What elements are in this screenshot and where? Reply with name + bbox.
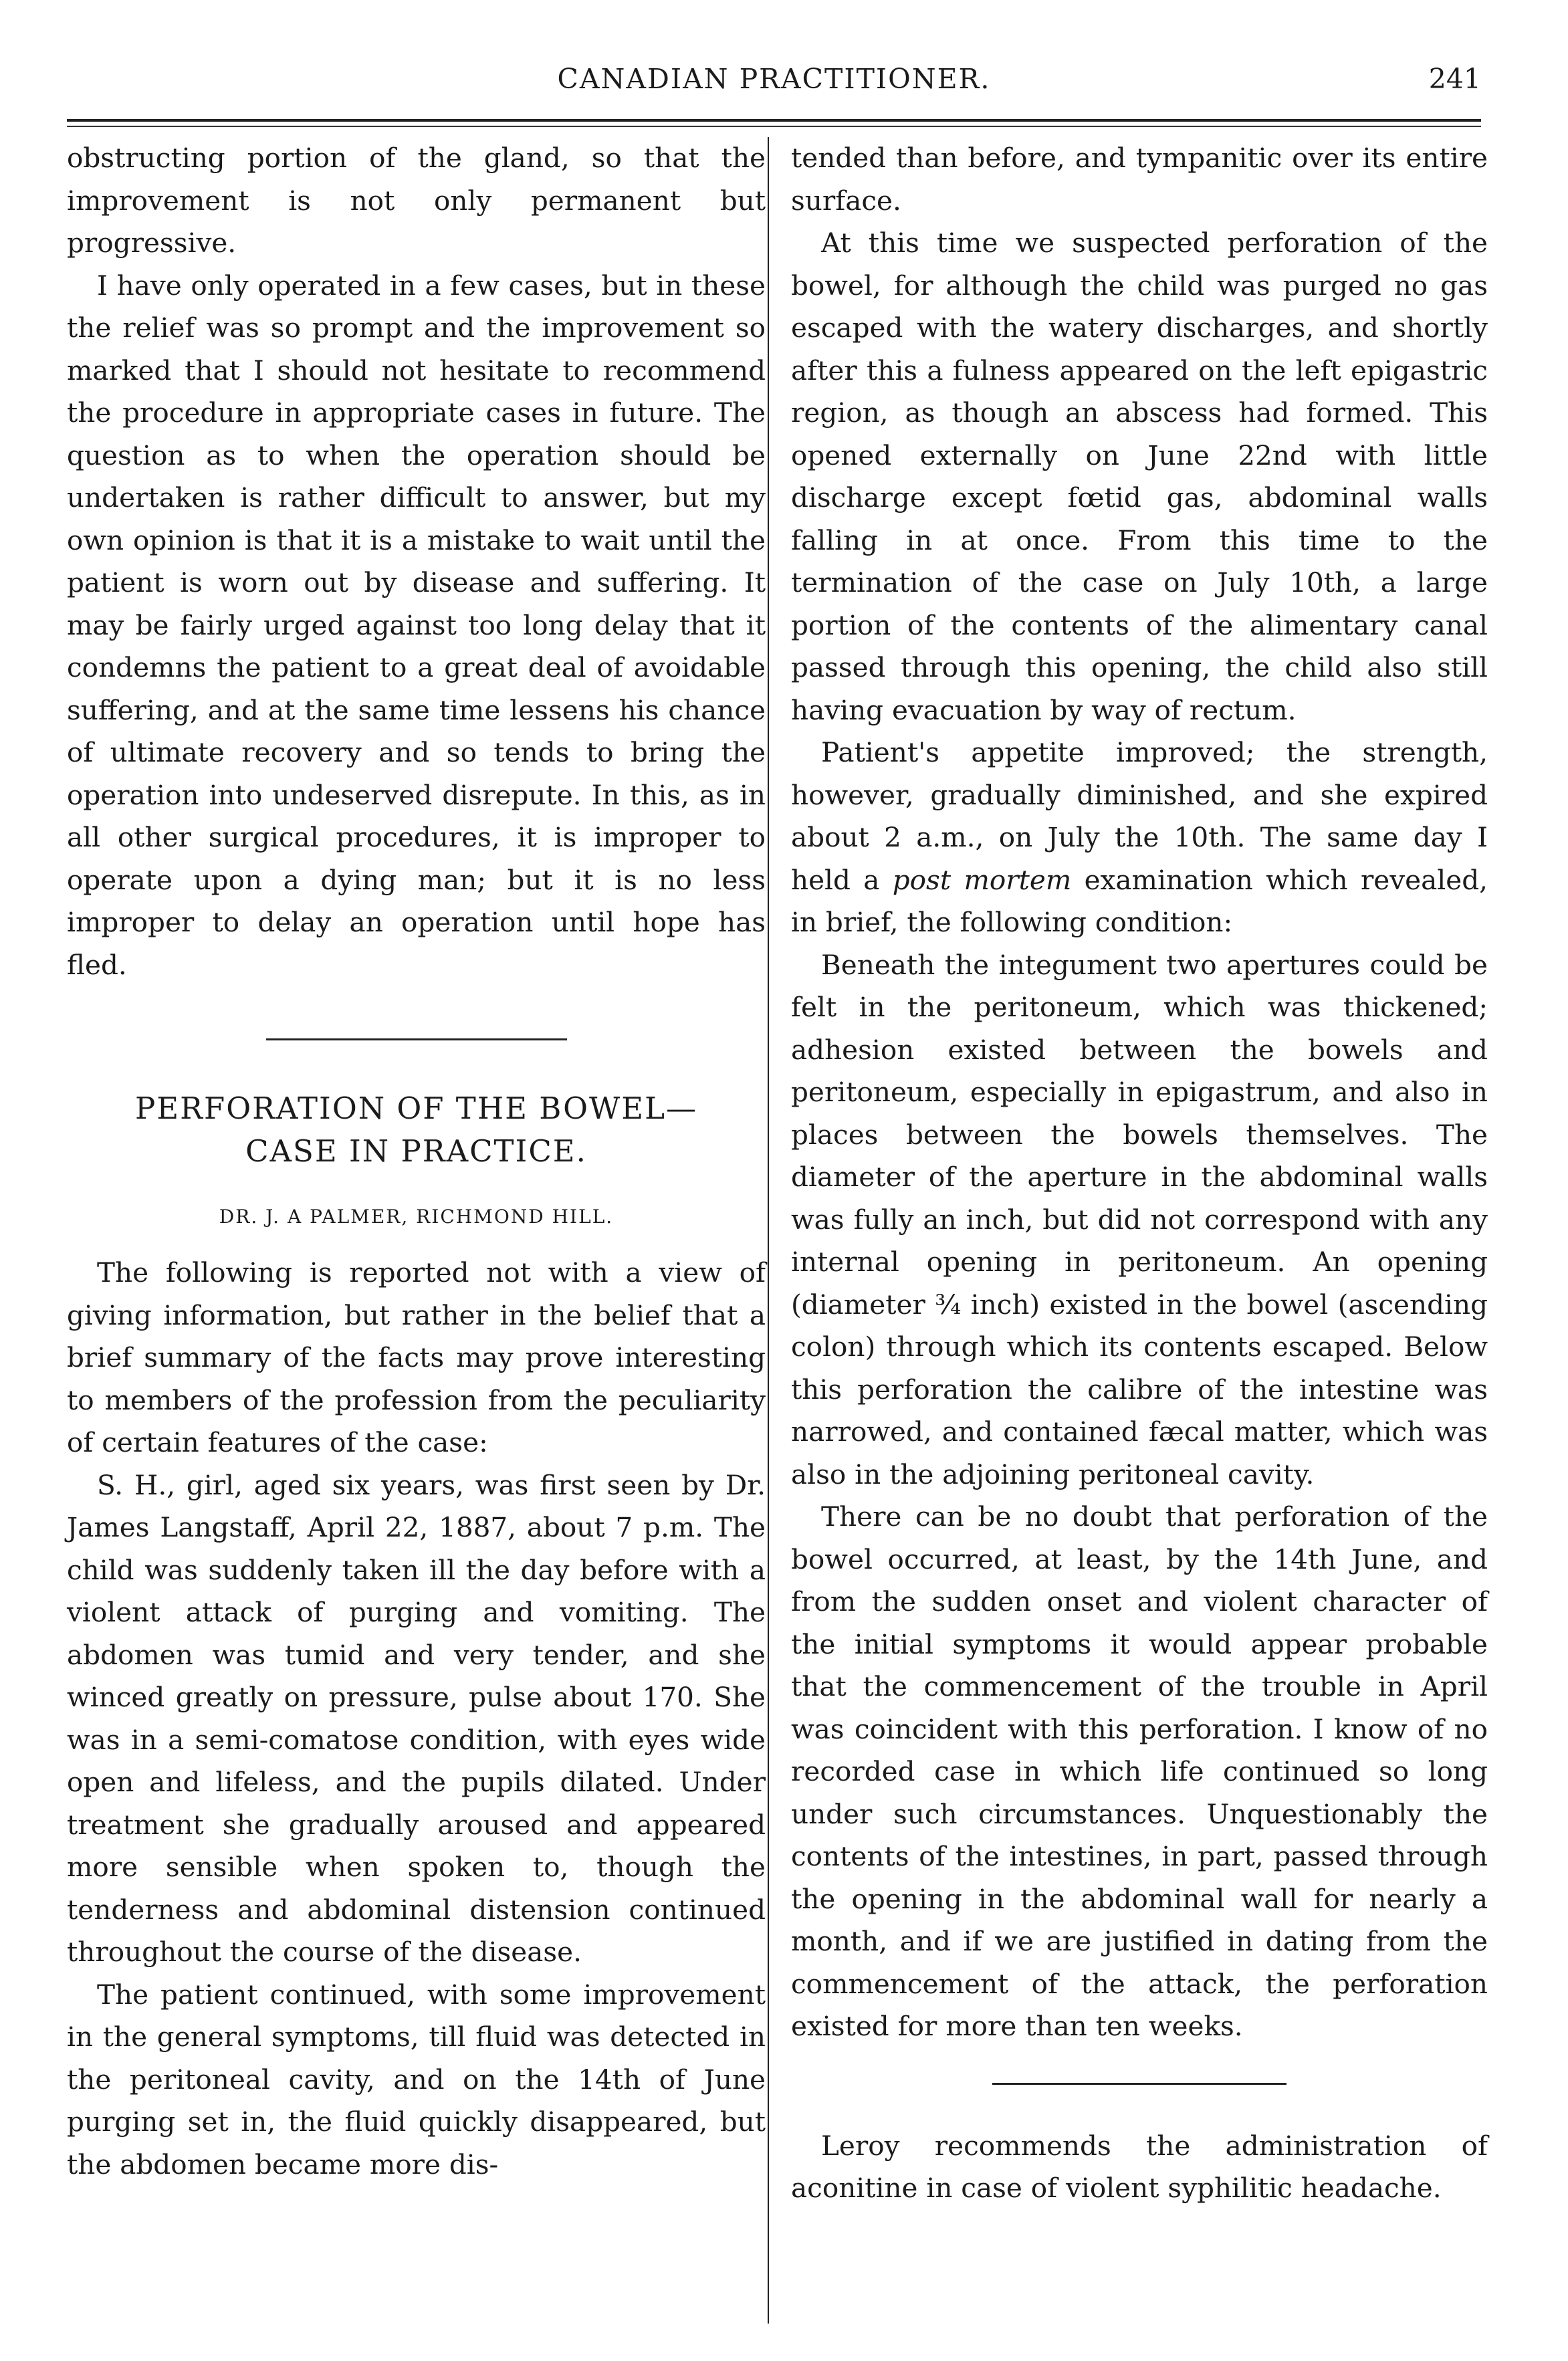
- paragraph: Beneath the integument two apertures could be felt in the peritoneum, which was thickened; adhesion existed between the bowels and peritoneum, especially in epigastrum, and also in places between the bowels themselves. The diameter of the aperture in the abdominal walls was fully an inch, but did not correspond with any internal opening in peritoneum. An opening (diameter ¾ inch) existed in the bowel (ascending colon) through which its contents escaped. Below this perforation the calibre of the intestine was narrowed, and contained fæcal matter, which was also in the adjoining peritoneal cavity.: [791, 948, 1488, 1490]
- text-run: Patient's appetite improved; the strength, however, gradually diminished, and she expired about 2 a.m., on July the 10th. The same day I held a: [791, 736, 1488, 896]
- section-separator: [992, 2083, 1286, 2085]
- paragraph: The patient continued, with some improvement in the general symptoms, till fluid was detected in the peritoneal cavity, and on the 14th of June purging set in, the fluid quickly disappeared, but the abdomen became more dis-: [67, 1978, 766, 2180]
- paragraph: S. H., girl, aged six years, was first seen by Dr. James Langstaff, April 22, 1887, about 7 p.m. The child was suddenly taken ill the day before with a violent attack of purging and vomiting. The abdomen was tumid and very tender, and she winced greatly on pressure, pulse about 170. She was in a semi-comatose condition, with eyes wide open and lifeless, and the pupils dilated. Under treatment she gradually aroused and appeared more sensible when spoken to, though the tenderness and abdominal distension continued throughout the course of the disease.: [67, 1468, 766, 1968]
- header-rule-thin: [67, 126, 1481, 127]
- page-number: 241: [1428, 63, 1481, 95]
- paragraph: Leroy recommends the administration of aconitine in case of violent syphilitic headache.: [791, 2129, 1488, 2204]
- author-byline: DR. J. A PALMER, RICHMOND HILL.: [219, 1206, 614, 1228]
- section-title: [67, 1087, 766, 1173]
- italic-term: post mortem: [892, 863, 1072, 896]
- left-column: [67, 137, 766, 2186]
- section-separator: [266, 1038, 567, 1040]
- page-header: [67, 40, 1481, 104]
- section-title-line: PERFORATION OF THE BOWEL—: [134, 1091, 697, 1126]
- right-column: [791, 137, 1488, 2210]
- paragraph: [791, 732, 1488, 944]
- running-head: CANADIAN PRACTITIONER.: [557, 63, 991, 95]
- paragraph: At this time we suspected perforation of the bowel, for although the child was purged no gas escaped with the watery discharges, and shortly after this a fulness appeared on the left epigastric region, as though an abscess had formed. This opened externally on June 22nd with little discharge except fœtid gas, abdominal walls falling in at once. From this time to the termination of the case on July 10th, a large portion of the contents of the alimentary canal passed through this opening, the child also still having evacuation by way of rectum.: [791, 227, 1488, 726]
- paragraph: obstructing portion of the gland, so that the improvement is not only permanent but progressive.: [67, 142, 766, 259]
- paragraph: tended than before, and tympanitic over its entire surface.: [791, 142, 1488, 217]
- paragraph: There can be no doubt that perforation of the bowel occurred, at least, by the 14th June, and from the sudden onset and violent character of the initial symptoms it would appear probable that the commencement of the trouble in April was coincident with this perforation. I know of no recorded case in which life continued so long under such circumstances. Unquestionably the contents of the intestines, in part, passed through the opening in the abdominal wall for nearly a month, and if we are justified in dating from the commencement of the attack, the perforation existed for more than ten weeks.: [791, 1500, 1488, 2042]
- column-divider: [768, 137, 769, 2324]
- text-run: examination which revealed, in brief, the following condition:: [791, 863, 1488, 938]
- section-title-line: CASE IN PRACTICE.: [245, 1133, 587, 1169]
- paragraph: The following is reported not with a view of giving information, but rather in the belief that a brief summary of the facts may prove interesting to members of the profession from the peculiarity of certain features of the case:: [67, 1256, 766, 1458]
- paragraph: I have only operated in a few cases, but in these the relief was so prompt and the improvement so marked that I should not hesitate to recommend the procedure in appropriate cases in future. The question as to when the operation should be undertaken is rather difficult to answer, but my own opinion is that it is a mistake to wait until the patient is worn out by disease and suffering. It may be fairly urged against too long delay that it condemns the patient to a great deal of avoidable suffering, and at the same time lessens his chance of ultimate recovery and so tends to bring the operation into undeserved disrepute. In this, as in all other surgical procedures, it is improper to operate upon a dying man; but it is no less improper to delay an operation until hope has fled.: [67, 269, 766, 981]
- header-rule: [67, 119, 1481, 122]
